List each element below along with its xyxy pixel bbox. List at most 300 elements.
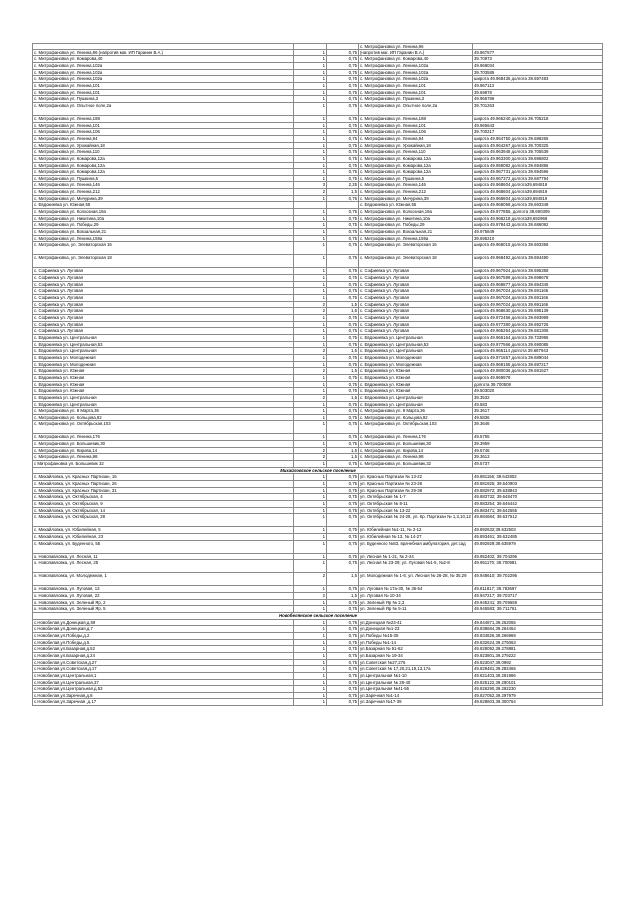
coverage-address-cell: с. Митрофановка ул. Ленина,212: [359, 189, 473, 196]
coordinates-cell: широта 49.963948 долгота 39.705539: [473, 149, 603, 156]
table-row: [32, 209, 603, 216]
power-cell: [327, 43, 359, 50]
install-address-cell: с. Евдокиевка ул. Центральная: [32, 395, 294, 402]
table-row: [32, 640, 603, 647]
install-address-cell: х. Новопавловка, ул. Зеленый Яр, 2: [32, 600, 294, 607]
install-address-cell: с. Евдокиевка ул. Молодежная: [32, 362, 294, 369]
coverage-address-cell: с. Евдокиевка ул. Молодежная: [359, 362, 473, 369]
coverage-address-cell: с. Митрофановка ул. Ленина,102а: [359, 70, 473, 77]
coordinates-cell: 49.823801,39.279222: [473, 653, 603, 660]
power-cell: 1,5: [327, 368, 359, 375]
coverage-address-cell: ул.Победы №1-14: [359, 640, 473, 647]
table-row: [32, 302, 603, 309]
install-address-cell: х. Новопавловка, ул. Луговая, 22: [32, 593, 294, 600]
coordinates-cell: 49.5755: [473, 434, 603, 441]
table-row: [32, 646, 603, 653]
install-address-cell: х. Новопавловка, ул. Лесная, 11: [32, 554, 294, 561]
coordinates-cell: широта 49.967024 долгота 39.691166: [473, 295, 603, 302]
table-row: [32, 514, 603, 527]
coordinates-cell: 49.821403,39.281986: [473, 673, 603, 680]
power-cell: 0,75: [327, 586, 359, 593]
coordinates-cell: 49.823047,39.0992: [473, 660, 603, 667]
table-row: [32, 554, 603, 561]
table-row: [32, 335, 603, 342]
coverage-address-cell: с. Евдокиевка ул. Южная: [359, 382, 473, 389]
coordinates-cell: 49.967577: [473, 50, 603, 57]
table-row: [32, 202, 603, 209]
power-cell: 0,75: [327, 322, 359, 329]
coordinates-cell: 49.881156; 39.642802: [473, 474, 603, 481]
table-row: [32, 288, 603, 295]
coverage-address-cell: с. Софиевка ул. Луговая: [359, 295, 473, 302]
lamp-count-cell: 1: [294, 76, 327, 83]
table-row: [32, 488, 603, 495]
coordinates-cell: [473, 43, 603, 50]
coordinates-cell: широта 49.968604 долгота39,694819: [473, 182, 603, 189]
table-row: [32, 382, 603, 389]
install-address-cell: с. Митрофановка ул. Ленина,106: [32, 129, 294, 136]
coverage-address-cell: ул.Центральная №41-55: [359, 686, 473, 693]
coordinates-cell: 39.3532: [473, 395, 603, 402]
lamp-count-cell: 1: [294, 375, 327, 382]
coordinates-cell: широта 49.968015 долгота 39.693358: [473, 242, 603, 255]
lamp-count-cell: 1: [294, 242, 327, 255]
lamp-count-cell: 1: [294, 434, 327, 441]
lamp-count-cell: 1: [294, 56, 327, 63]
coverage-address-cell: ул.Заречная №1-14: [359, 693, 473, 700]
install-address-cell: с. Митрофановка ул. Пушкина,5: [32, 176, 294, 183]
power-cell: 1,5: [327, 448, 359, 455]
coordinates-cell: широта 49.958082 долгота 39.694896: [473, 163, 603, 170]
coverage-address-cell: с. Митрофановка ул. Ленина,96: [359, 43, 473, 50]
install-address-cell: с. Софиевка ул. Луговая: [32, 328, 294, 335]
install-address-cell: с. Михайловка, ул. Красных Партизан, 16: [32, 474, 294, 481]
power-cell: 0,75: [327, 156, 359, 163]
coverage-address-cell: ул. Молодежная № 1-6; ул. Лесная № 26-28, № 35,29: [359, 573, 473, 586]
section-title: Новобелянское сельское поселение: [32, 613, 603, 620]
coverage-address-cell: с. Митрофановка ул. Большевик,30: [359, 441, 473, 448]
table-row: [32, 96, 603, 103]
install-address-cell: с. Софиевка ул. Луговая: [32, 322, 294, 329]
coverage-address-cell: с. Митрофановка ул. Победы,29: [359, 222, 473, 229]
install-address-cell: с. Митрофановка ул. Опытное поле,2а: [32, 103, 294, 116]
power-cell: 0,75: [327, 229, 359, 236]
address-table: [32, 43, 603, 706]
lamp-count-cell: 1: [294, 196, 327, 203]
power-cell: 0,75: [327, 76, 359, 83]
install-address-cell: с. Митрофановка, ул. Элеваторская 18: [32, 255, 294, 268]
lamp-count-cell: 1: [294, 600, 327, 607]
install-address-cell: с. Софиевка ул. Луговая: [32, 295, 294, 302]
coverage-address-cell: с. Евдокиевка ул. Центральная: [359, 335, 473, 342]
power-cell: 0,75: [327, 494, 359, 501]
lamp-count-cell: 2: [294, 454, 327, 461]
coordinates-cell: широта 49.967599 долгота 39.698678: [473, 275, 603, 282]
coverage-address-cell: с. Евдокиевка ул. Центральная,53: [359, 342, 473, 349]
lamp-count-cell: 1: [294, 461, 327, 468]
power-cell: 1,5: [327, 573, 359, 586]
install-address-cell: с. Митрофановка ул. Большевик,30: [32, 441, 294, 448]
install-address-cell: с. Митрофановка ул. Ленина,146: [32, 182, 294, 189]
coverage-address-cell: с. Софиевка ул. Луговая: [359, 275, 473, 282]
table-row: [32, 448, 603, 455]
power-cell: 0,75: [327, 116, 359, 123]
lamp-count-cell: 1: [294, 362, 327, 369]
install-address-cell: с. Евдокиевка ул. Центральная: [32, 348, 294, 355]
coverage-address-cell: с. Митрофановка ул. Никитина,10а: [359, 216, 473, 223]
coordinates-cell: 49.968034: [473, 63, 603, 70]
coverage-address-cell: с. Митрофановка ул. Элеваторская 16: [359, 242, 473, 255]
table-row: [32, 295, 603, 302]
lamp-count-cell: 1: [294, 494, 327, 501]
table-row: [32, 600, 603, 607]
table-row: [32, 236, 603, 243]
power-cell: 0,75: [327, 242, 359, 255]
table-row: [32, 699, 603, 706]
install-address-cell: х. Новопавловка, ул. Лесная, 25: [32, 560, 294, 573]
power-cell: 0,75: [327, 70, 359, 77]
install-address-cell: с. Евдокиевка ул. Южная,55: [32, 202, 294, 209]
coordinates-cell: широта 49.966114 долгота 39.687943: [473, 348, 603, 355]
table-row: [32, 70, 603, 77]
power-cell: 0,75: [327, 402, 359, 409]
lamp-count-cell: 1: [294, 176, 327, 183]
install-address-cell: с. Митрофановка ул. Ленина,102а: [32, 76, 294, 83]
power-cell: 0,75: [327, 415, 359, 422]
lamp-count-cell: 1: [294, 620, 327, 627]
coverage-address-cell: с. Митрофановка ул. Октябрьская,103: [359, 421, 473, 434]
power-cell: 0,75: [327, 660, 359, 667]
table-row: [32, 375, 603, 382]
coverage-address-cell: с. Митрофановка ул. Кирова,14: [359, 448, 473, 455]
lamp-count-cell: 1: [294, 90, 327, 97]
lamp-count-cell: 1: [294, 335, 327, 342]
install-address-cell: с. Софиевка ул. Луговая: [32, 315, 294, 322]
install-address-cell: с. Евдокиевка ул. Центральная: [32, 335, 294, 342]
lamp-count-cell: [294, 202, 327, 209]
power-cell: 1,5: [327, 189, 359, 196]
lamp-count-cell: 1: [294, 149, 327, 156]
install-address-cell: с. Митрофановка ул. Кирова,14: [32, 448, 294, 455]
coverage-address-cell: с. Евдокиевка ул. Молодежная: [359, 355, 473, 362]
coverage-address-cell: ул. Луговая № 10-34: [359, 593, 473, 600]
install-address-cell: с. Митрофановка ул. Колхозная,19а: [32, 209, 294, 216]
coordinates-cell: 49.811817; 39.783697: [473, 586, 603, 593]
power-cell: 0,75: [327, 143, 359, 150]
power-cell: 0,75: [327, 408, 359, 415]
coordinates-cell: 39.69878: [473, 90, 603, 97]
coordinates-cell: широта 49.969978: [473, 375, 603, 382]
coverage-address-cell: с. Софиевка ул. Луговая: [359, 282, 473, 289]
coverage-address-cell: с. Софиевка ул. Луговая: [359, 308, 473, 315]
install-address-cell: [32, 43, 294, 50]
coverage-address-cell: с. Софиевка ул. Луговая: [359, 268, 473, 275]
power-cell: 0,75: [327, 375, 359, 382]
table-row: [32, 189, 603, 196]
install-address-cell: с.Новобелая,ул.Донецкая,д.7: [32, 626, 294, 633]
table-row: [32, 402, 603, 409]
lamp-count-cell: 1: [294, 322, 327, 329]
table-row: [32, 348, 603, 355]
install-address-cell: с.Новобелая,ул.Советская,д.27: [32, 660, 294, 667]
power-cell: 0,75: [327, 169, 359, 176]
power-cell: 0,75: [327, 196, 359, 203]
table-row: [32, 63, 603, 70]
table-row: [32, 308, 603, 315]
lamp-count-cell: 1: [294, 96, 327, 103]
coverage-address-cell: с. Митрофановка ул. Ленина,110: [359, 149, 473, 156]
table-row: [32, 255, 603, 268]
power-cell: 0,75: [327, 699, 359, 706]
table-row: [32, 216, 603, 223]
coverage-address-cell: ул.Базарная № 19-34: [359, 653, 473, 660]
power-cell: 0,75: [327, 680, 359, 687]
coordinates-cell: 49.828092,39.278881: [473, 646, 603, 653]
coordinates-cell: 49.884684; 39.637512: [473, 514, 603, 527]
coordinates-cell: 49.5836: [473, 415, 603, 422]
coordinates-cell: широта 49.965264 долгота 39.681306: [473, 328, 603, 335]
coverage-address-cell: с. Евдокиевка ул. Центральная: [359, 348, 473, 355]
lamp-count-cell: 1: [294, 123, 327, 130]
coverage-address-cell: ул. Октябрьская № 13-22: [359, 508, 473, 515]
coverage-address-cell: с. Митрофановка ул. Ленина,94: [359, 136, 473, 143]
coverage-address-cell: с. Митрофановка ул. Ленина,101: [359, 90, 473, 97]
coordinates-cell: широта 49.968604 долгота39,694819: [473, 189, 603, 196]
install-address-cell: с. Михайловка, ул. Октябрьская, 28: [32, 514, 294, 527]
power-cell: 0,75: [327, 488, 359, 495]
lamp-count-cell: 1: [294, 268, 327, 275]
lamp-count-cell: 1: [294, 116, 327, 123]
power-cell: 0,75: [327, 434, 359, 441]
install-address-cell: с. Митрофановка ул. Ленина,101: [32, 83, 294, 90]
table-row: [32, 666, 603, 673]
coverage-address-cell: с. Митрофановка ул. Мичурина,39: [359, 196, 473, 203]
install-address-cell: с. Митрофановка ул. Ленина,94: [32, 136, 294, 143]
coverage-address-cell: ул.Донецкая №1-23: [359, 626, 473, 633]
install-address-cell: х. Новопавловка, ул. Молодежная, 1: [32, 573, 294, 586]
section-header-row: [32, 468, 603, 475]
coordinates-cell: 49.965643: [473, 123, 603, 130]
power-cell: 0,75: [327, 56, 359, 63]
power-cell: 0,75: [327, 560, 359, 573]
table-row: [32, 541, 603, 554]
power-cell: 0,75: [327, 176, 359, 183]
coordinates-cell: 49.945583; 39.711761: [473, 606, 603, 613]
coordinates-cell: широта 49.967731 долгота 39.694596: [473, 169, 603, 176]
install-address-cell: с. Митрофановка ул. Ленина,102а: [32, 63, 294, 70]
coordinates-cell: 49.882972; 39.638843: [473, 488, 603, 495]
coordinates-cell: 39.3617: [473, 408, 603, 415]
lamp-count-cell: 1: [294, 586, 327, 593]
power-cell: 1,5: [327, 395, 359, 402]
table-row: [32, 222, 603, 229]
table-row: [32, 322, 603, 329]
coordinates-cell: широта 49.968877 долгота 39.694345: [473, 282, 603, 289]
table-row: [32, 116, 603, 123]
coordinates-cell: широта 49.971657 долгота 39.689044: [473, 355, 603, 362]
coordinates-cell: 39.695210: [473, 236, 603, 243]
table-row: [32, 129, 603, 136]
install-address-cell: с. Софиевка ул. Луговая: [32, 288, 294, 295]
power-cell: 0,75: [327, 541, 359, 554]
table-row: [32, 388, 603, 395]
coordinates-cell: 49.883254; 39.646442: [473, 501, 603, 508]
table-row: [32, 315, 603, 322]
coordinates-cell: 49.892929;39.635979: [473, 541, 603, 554]
coordinates-cell: широта 49.967372 долгота 39.687794: [473, 176, 603, 183]
install-address-cell: с. Михайловка, ул. Красных Партизан, 31: [32, 488, 294, 495]
coordinates-cell: широта 49.977566 долгота 39.690085: [473, 342, 603, 349]
coordinates-cell: 39.70973: [473, 56, 603, 63]
power-cell: 0,75: [327, 268, 359, 275]
lamp-count-cell: 1: [294, 481, 327, 488]
power-cell: 0,75: [327, 600, 359, 607]
table-row: [32, 136, 603, 143]
coordinates-cell: 49.947217; 39.703717: [473, 593, 603, 600]
coordinates-cell: широта 49.967924 долгота 39.695358: [473, 268, 603, 275]
lamp-count-cell: 1: [294, 282, 327, 289]
power-cell: 1,5: [327, 593, 359, 600]
coordinates-cell: 49.834826,39.266969: [473, 633, 603, 640]
table-row: [32, 461, 603, 468]
lamp-count-cell: [294, 43, 327, 50]
power-cell: 0,75: [327, 136, 359, 143]
table-row: [32, 143, 603, 150]
coordinates-cell: широта 49.964267 долгота 39.700325: [473, 143, 603, 150]
power-cell: 0,75: [327, 481, 359, 488]
table-row: [32, 90, 603, 97]
lamp-count-cell: 1: [294, 83, 327, 90]
table-row: [32, 686, 603, 693]
power-cell: 0,75: [327, 606, 359, 613]
lamp-count-cell: 1: [294, 474, 327, 481]
coverage-address-cell: с. Митрофановка ул. 8 Марта,36: [359, 408, 473, 415]
table-row: [32, 434, 603, 441]
coverage-address-cell: с. Софиевка ул. Луговая: [359, 322, 473, 329]
coordinates-cell: 49.966786: [473, 96, 603, 103]
power-cell: 0,75: [327, 666, 359, 673]
coverage-address-cell: ул.Советская № 17,20,21,19,13,17а: [359, 666, 473, 673]
coverage-address-cell: с. Митрофановка ул. Колхозная,19а: [359, 209, 473, 216]
coverage-address-cell: с. Митрофановка ул. Вокзальная,21: [359, 229, 473, 236]
coordinates-cell: 49.893461; 39.632485: [473, 534, 603, 541]
table-row: [32, 481, 603, 488]
lamp-count-cell: 1: [294, 355, 327, 362]
lamp-count-cell: 1: [294, 382, 327, 389]
install-address-cell: с. Митрофановка ул. Комарова,12а: [32, 163, 294, 170]
coverage-address-cell: с. Митрофановка ул. Ленина,102а: [359, 76, 473, 83]
coverage-address-cell: ул. Октябрьская № 1-7: [359, 494, 473, 501]
lamp-count-cell: 1: [294, 229, 327, 236]
coordinates-cell: 49.5746: [473, 448, 603, 455]
table-row: [32, 534, 603, 541]
install-address-cell: с. Евдокиевка ул. Южная: [32, 375, 294, 382]
coverage-address-cell: ул. Красных Партизан № 29-38: [359, 488, 473, 495]
install-address-cell: с.Новобелая,ул.Заречная,д.8: [32, 693, 294, 700]
table-row: [32, 653, 603, 660]
install-address-cell: с.Новобелая,ул.Победы,д.5: [32, 640, 294, 647]
power-cell: 0,75: [327, 653, 359, 660]
table-row: [32, 673, 603, 680]
lamp-count-cell: 2: [294, 308, 327, 315]
power-cell: 1,5: [327, 308, 359, 315]
install-address-cell: с. Михайловка, ул. Юбилейная, 5: [32, 527, 294, 534]
power-cell: 0,75: [327, 441, 359, 448]
coordinates-cell: 49.826290,39.292230: [473, 686, 603, 693]
lamp-count-cell: 1: [294, 660, 327, 667]
table-row: [32, 573, 603, 586]
lamp-count-cell: 1: [294, 136, 327, 143]
coverage-address-cell: с. Евдокиевка ул. Южная,55: [359, 202, 473, 209]
lamp-count-cell: 1: [294, 527, 327, 534]
install-address-cell: с. Евдокиевка ул. Южная: [32, 368, 294, 375]
coverage-address-cell: ул. Луговая № 17а-30, № 36-54: [359, 586, 473, 593]
coordinates-cell: 49.952402; 39.704296: [473, 554, 603, 561]
lamp-count-cell: 1: [294, 680, 327, 687]
coordinates-cell: 39.3613: [473, 454, 603, 461]
table-row: [32, 527, 603, 534]
power-cell: 0,75: [327, 222, 359, 229]
table-row: [32, 275, 603, 282]
power-cell: 1,5: [327, 348, 359, 355]
lamp-count-cell: 1: [294, 693, 327, 700]
coverage-address-cell: ул.Центральная №1-10: [359, 673, 473, 680]
section-header-row: [32, 613, 603, 620]
coverage-address-cell: ул.Донецкая №23-41: [359, 620, 473, 627]
power-cell: 0,75: [327, 83, 359, 90]
install-address-cell: с.Новобелая,ул.Советская,д.17: [32, 666, 294, 673]
install-address-cell: с. Митрофановка ул. Ленина,101: [32, 90, 294, 97]
power-cell: 0,75: [327, 626, 359, 633]
lamp-count-cell: 1: [294, 342, 327, 349]
power-cell: 0,75: [327, 335, 359, 342]
table-row: [32, 368, 603, 375]
coordinates-cell: широта 49.980036 долгота 39.691527: [473, 368, 603, 375]
lamp-count-cell: 1: [294, 169, 327, 176]
lamp-count-cell: 1: [294, 288, 327, 295]
install-address-cell: с.Новобелая,ул.Донецкая,д.59: [32, 620, 294, 627]
lamp-count-cell: 1: [294, 415, 327, 422]
install-address-cell: с. Михайловка, ул. Красных Партизан, 26: [32, 481, 294, 488]
install-address-cell: с. Митрофановка ул. Ленина,188: [32, 116, 294, 123]
install-address-cell: с. Митрофановка ул. Ленина,212: [32, 189, 294, 196]
lamp-count-cell: 1: [294, 63, 327, 70]
table-row: [32, 395, 603, 402]
coverage-address-cell: с. Евдокиевка ул. Южная: [359, 375, 473, 382]
power-cell: 0,75: [327, 328, 359, 335]
table-row: [32, 441, 603, 448]
lamp-count-cell: 2: [294, 348, 327, 355]
install-address-cell: с. Евдокиевка ул. Центральная: [32, 402, 294, 409]
coverage-address-cell: с. Евдокиевка ул. Южная: [359, 368, 473, 375]
lamp-count-cell: 1: [294, 554, 327, 561]
coordinates-cell: 49.948610; 39.702296: [473, 573, 603, 586]
coverage-address-cell: с. Софиевка ул. Луговая: [359, 288, 473, 295]
table-row: [32, 680, 603, 687]
coverage-address-cell: с. Софиевка ул. Луговая: [359, 302, 473, 309]
lamp-count-cell: 1: [294, 388, 327, 395]
lamp-count-cell: 2: [294, 189, 327, 196]
power-cell: 0,75: [327, 216, 359, 223]
install-address-cell: с. Михайловка, ул. Октябрьская, 4: [32, 494, 294, 501]
table-row: [32, 560, 603, 573]
power-cell: 0,75: [327, 461, 359, 468]
install-address-cell: с. Митрофановка ул. Ленина,96 (напротив маг. ИП Гаранин В.А.): [32, 50, 294, 57]
power-cell: 0,75: [327, 640, 359, 647]
install-address-cell: с. Митрофановка, ул. Элеваторская 16: [32, 242, 294, 255]
coordinates-cell: широта 49.968435 долгота 39.697493: [473, 76, 603, 83]
coverage-address-cell: с. Митрофановка ул. Ленина,176: [359, 434, 473, 441]
